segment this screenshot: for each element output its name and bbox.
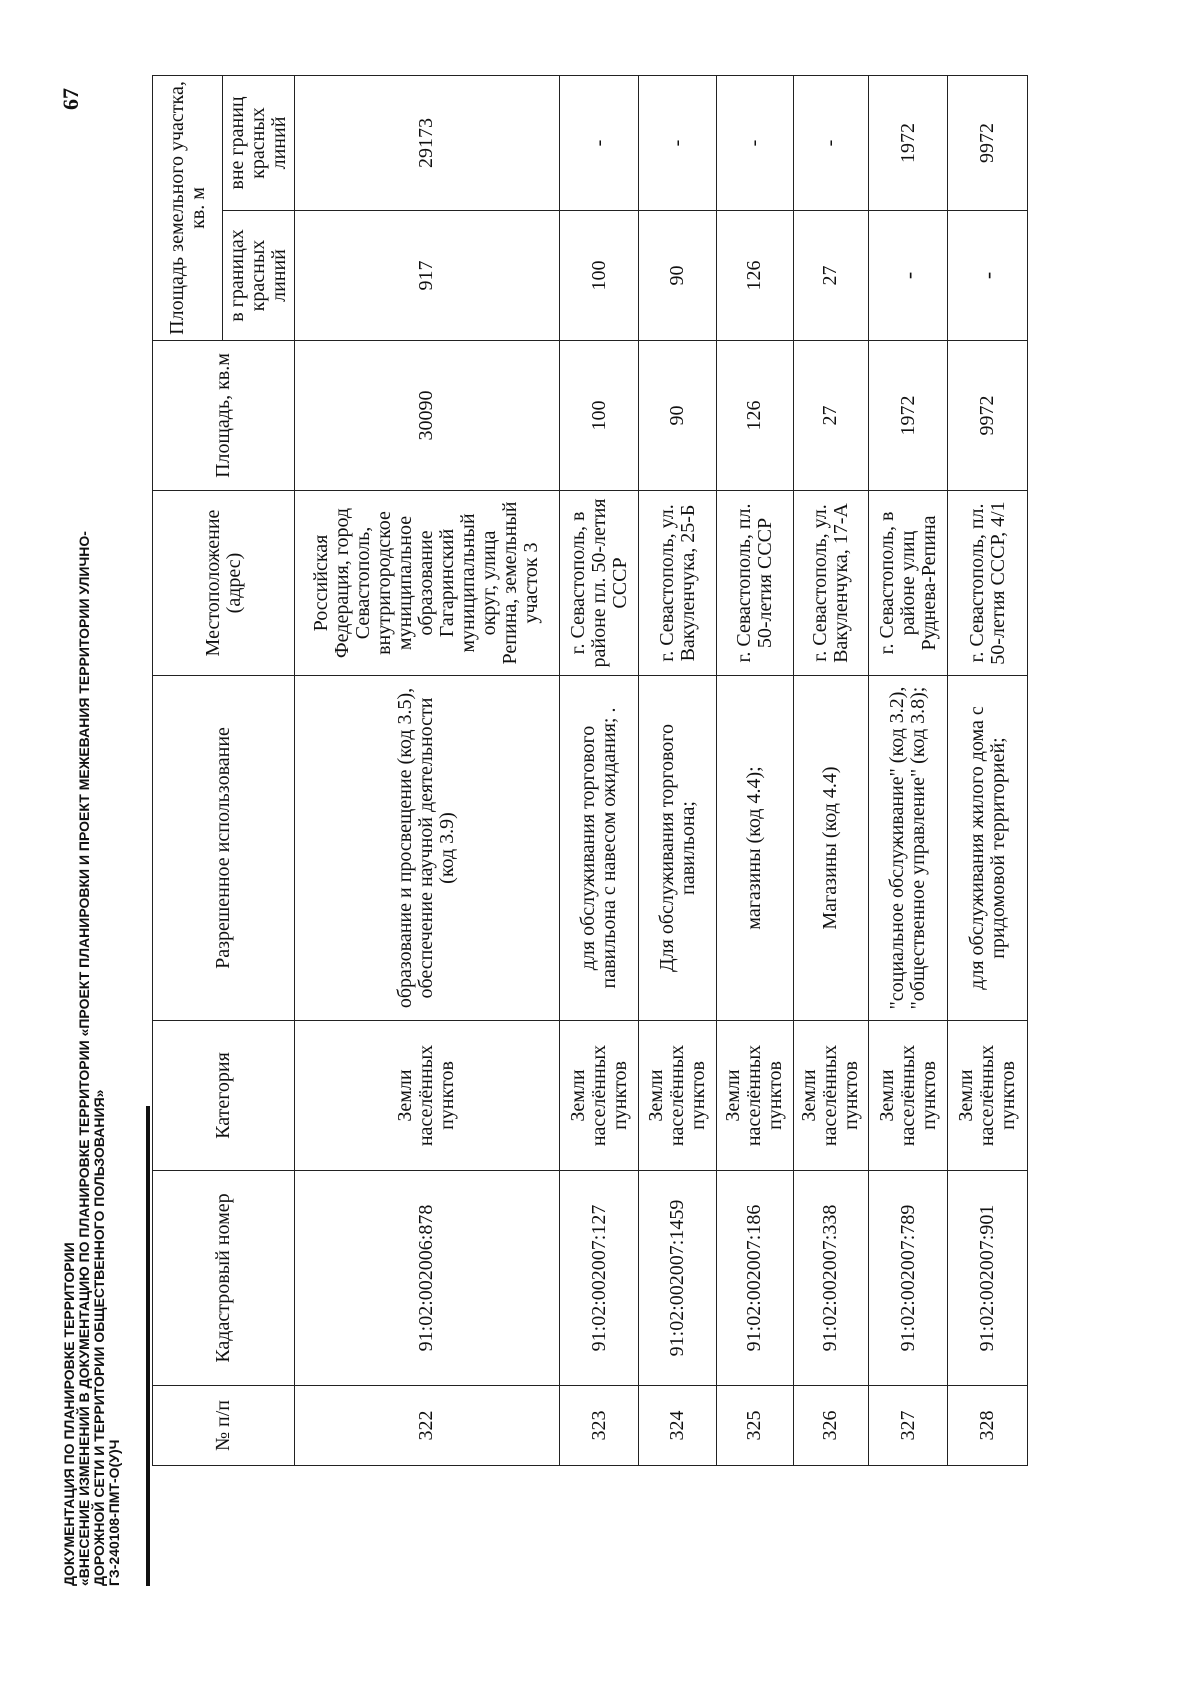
cell-num: 327 xyxy=(869,1386,948,1466)
table-row xyxy=(948,75,1028,1465)
cell-cadastral: 91:02:002007:789 xyxy=(869,1171,948,1386)
header-category: Категория xyxy=(153,1021,295,1171)
cell-location: г. Севастополь, в районе улиц Руднева-Репина xyxy=(869,491,948,676)
cell-num: 326 xyxy=(793,1386,868,1466)
cell-cadastral: 91:02:002007:1459 xyxy=(639,1171,716,1386)
cell-within: 90 xyxy=(639,211,716,341)
cell-area: 100 xyxy=(559,341,638,491)
cell-category: Земли населённых пунктов xyxy=(716,1021,793,1171)
header-line: «ВНЕСЕНИЕ ИЗМЕНЕНИЙ В ДОКУМЕНТАЦИЮ ПО ПЛАНИРОВКЕ ТЕРРИТОРИИ «ПРОЕКТ ПЛАНИРОВКИ И ПРОЕКТ МЕЖЕВАНИЯ ТЕРРИТОРИИ УЛИЧНО- xyxy=(76,531,92,1586)
cell-location: г. Севастополь, в районе пл. 50-летия СССР xyxy=(559,491,638,676)
cell-within: - xyxy=(948,211,1028,341)
header-num: № п/п xyxy=(153,1386,295,1466)
cell-usage: Для обслуживания торгового павильона; xyxy=(639,676,716,1021)
cell-outside: - xyxy=(559,75,638,210)
cell-num: 322 xyxy=(295,1386,560,1466)
cell-category: Земли населённых пунктов xyxy=(948,1021,1028,1171)
cell-num: 325 xyxy=(716,1386,793,1466)
cell-outside: - xyxy=(793,75,868,210)
cell-area: 126 xyxy=(716,341,793,491)
cell-within: 27 xyxy=(793,211,868,341)
header-line: ГЗ-240108-ПМТ-О(У)Ч xyxy=(106,1439,122,1586)
cell-cadastral: 91:02:002007:338 xyxy=(793,1171,868,1386)
cell-location: г. Севастополь, пл. 50-летия СССР, 4/1 xyxy=(948,491,1028,676)
header-within-red-lines: в границах красных линий xyxy=(223,211,295,341)
table-row xyxy=(869,75,948,1465)
cell-cadastral: 91:02:002006:878 xyxy=(295,1171,560,1386)
cell-num: 328 xyxy=(948,1386,1028,1466)
cell-num: 323 xyxy=(559,1386,638,1466)
cell-area: 1972 xyxy=(869,341,948,491)
cell-category: Земли населённых пунктов xyxy=(295,1021,560,1171)
cell-cadastral: 91:02:002007:901 xyxy=(948,1171,1028,1386)
cell-outside: 1972 xyxy=(869,75,948,210)
cell-within: 100 xyxy=(559,211,638,341)
cell-category: Земли населённых пунктов xyxy=(793,1021,868,1171)
header-line: ДОРОЖНОЙ СЕТИ И ТЕРРИТОРИИ ОБЩЕСТВЕННОГО ПОЛЬЗОВАНИЯ» xyxy=(91,1089,107,1586)
header-parcel-area: Площадь земельного участка, кв. м xyxy=(153,75,223,340)
cell-within: 126 xyxy=(716,211,793,341)
cell-usage: для обслуживания жилого дома с придомовой территорией; xyxy=(948,676,1028,1021)
cell-outside: 29173 xyxy=(295,75,560,210)
table-row xyxy=(559,75,638,1465)
cell-area: 9972 xyxy=(948,341,1028,491)
cell-location: г. Севастополь, ул. Вакуленчука, 17-А xyxy=(793,491,868,676)
cell-location: Российская Федерация, город Севастополь, внутригородское муниципальное образование Гагаринский муниципальный округ, улица Репина, земельный участок 3 xyxy=(295,491,560,676)
cell-within: - xyxy=(869,211,948,341)
cell-category: Земли населённых пунктов xyxy=(869,1021,948,1171)
cell-category: Земли населённых пунктов xyxy=(639,1021,716,1171)
header-location: Местоположение (адрес) xyxy=(153,491,295,676)
cell-cadastral: 91:02:002007:127 xyxy=(559,1171,638,1386)
table-row xyxy=(295,75,560,1465)
header-outside-red-lines: вне границ красных линий xyxy=(223,75,295,210)
cell-area: 90 xyxy=(639,341,716,491)
cell-location: г. Севастополь, ул. Вакуленчука, 25-Б xyxy=(639,491,716,676)
header-usage: Разрешенное использование xyxy=(153,676,295,1021)
table-row xyxy=(793,75,868,1465)
cell-usage: образование и просвещение (код 3.5), обеспечение научной деятельности (код 3.9) xyxy=(295,676,560,1021)
cell-outside: 9972 xyxy=(948,75,1028,210)
header-cadastral: Кадастровый номер xyxy=(153,1171,295,1386)
header-line: ДОКУМЕНТАЦИЯ ПО ПЛАНИРОВКЕ ТЕРРИТОРИИ xyxy=(61,1242,77,1586)
cell-within: 917 xyxy=(295,211,560,341)
table-row xyxy=(716,75,793,1465)
cell-usage: магазины (код 4.4); xyxy=(716,676,793,1021)
cell-location: г. Севастополь, пл. 50-летия СССР xyxy=(716,491,793,676)
land-parcel-table xyxy=(152,75,1028,1466)
document-header xyxy=(61,531,122,1586)
cell-usage: для обслуживания торгового павильона с навесом ожидания; . xyxy=(559,676,638,1021)
cell-cadastral: 91:02:002007:186 xyxy=(716,1171,793,1386)
table-row xyxy=(639,75,716,1465)
cell-usage: Магазины (код 4.4) xyxy=(793,676,868,1021)
cell-category: Земли населённых пунктов xyxy=(559,1021,638,1171)
cell-area: 30090 xyxy=(295,341,560,491)
header-area: Площадь, кв.м xyxy=(153,341,295,491)
cell-outside: - xyxy=(639,75,716,210)
cell-outside: - xyxy=(716,75,793,210)
header-divider xyxy=(146,1106,150,1586)
cell-usage: "социальное обслуживание" (код 3.2), "общественное управление" (код 3.8); xyxy=(869,676,948,1021)
page-number: 67 xyxy=(58,88,83,110)
cell-num: 324 xyxy=(639,1386,716,1466)
cell-area: 27 xyxy=(793,341,868,491)
